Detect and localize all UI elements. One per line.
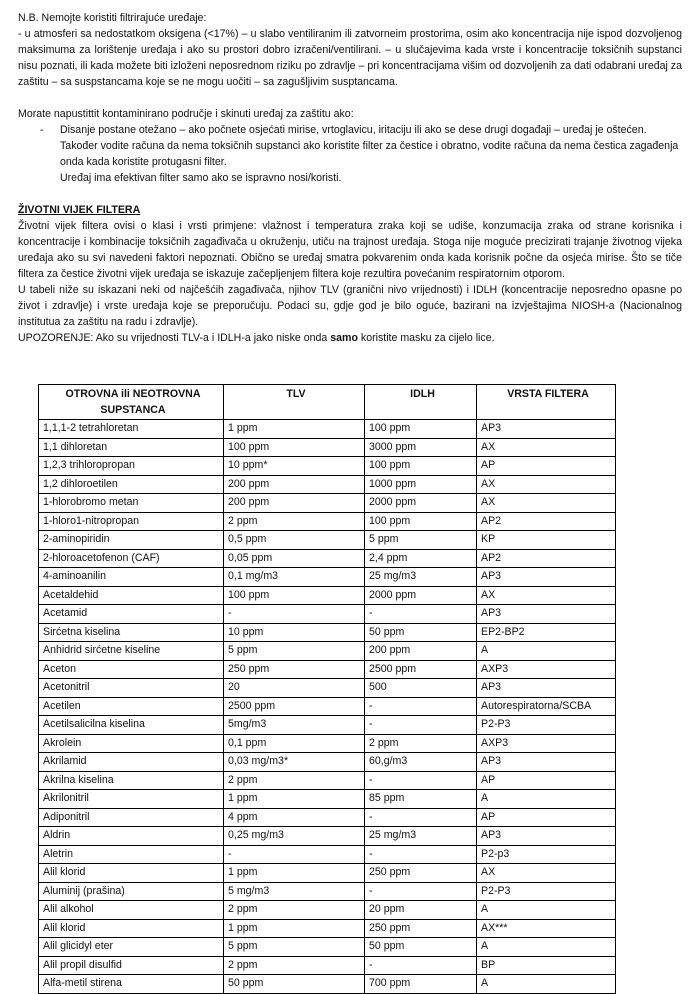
cell-tlv: 1 ppm [224, 919, 365, 938]
cell-filter-type: AP2 [477, 549, 616, 568]
warning-text: UPOZORENJE: Ako su vrijednosti TLV-a i IDLH-a jako niske onda [18, 332, 331, 344]
cell-filter-type: P2-P3 [477, 716, 616, 735]
cell-substance: Aletrin [39, 845, 224, 864]
cell-filter-type: AP3 [477, 420, 616, 439]
cell-tlv: 0,25 mg/m3 [224, 827, 365, 846]
cell-tlv: 0,1 mg/m3 [224, 568, 365, 587]
cell-idlh: 2000 ppm [365, 494, 477, 513]
cell-substance: Sirćetna kiselina [39, 623, 224, 642]
cell-filter-type: EP2-BP2 [477, 623, 616, 642]
cell-tlv: 1 ppm [224, 864, 365, 883]
table-row [39, 956, 616, 975]
table-row [39, 882, 616, 901]
cell-tlv: 1 ppm [224, 420, 365, 439]
cell-filter-type: Autorespiratorna/SCBA [477, 697, 616, 716]
cell-tlv: 0,1 ppm [224, 734, 365, 753]
cell-substance: Akrilna kiselina [39, 771, 224, 790]
table-row [39, 512, 616, 531]
cell-filter-type: AP3 [477, 605, 616, 624]
cell-idlh: 85 ppm [365, 790, 477, 809]
cell-idlh: 25 mg/m3 [365, 827, 477, 846]
cell-tlv: 5 ppm [224, 642, 365, 661]
table-row [39, 438, 616, 457]
table-row [39, 531, 616, 550]
cell-filter-type: A [477, 901, 616, 920]
cell-tlv: 0,05 ppm [224, 549, 365, 568]
cell-tlv: 2 ppm [224, 956, 365, 975]
cell-idlh: 100 ppm [365, 457, 477, 476]
table-body [39, 420, 616, 994]
cell-tlv: 100 ppm [224, 586, 365, 605]
header-filter-type: VRSTA FILTERA [477, 385, 616, 420]
table-row [39, 586, 616, 605]
list-item: Uređaj ima efektivan filter samo ako se ispravno nosi/koristi. [60, 172, 342, 184]
header-substance: OTROVNA ili NEOTROVNA SUPSTANCA [39, 385, 224, 420]
nb-heading: N.B. Nemojte koristiti filtrirajuće uređaje: [18, 12, 207, 24]
table-row [39, 827, 616, 846]
cell-idlh: 3000 ppm [365, 438, 477, 457]
cell-idlh: 250 ppm [365, 919, 477, 938]
cell-filter-type: AX [477, 494, 616, 513]
cell-substance: Alil glicidyl eter [39, 938, 224, 957]
cell-tlv: 50 ppm [224, 975, 365, 994]
document-page [18, 10, 682, 346]
cell-filter-type: AP3 [477, 568, 616, 587]
cell-tlv: 4 ppm [224, 808, 365, 827]
cell-tlv: 2 ppm [224, 512, 365, 531]
nb-paragraph: - u atmosferi sa nedostatkom oksigena (<17%) – u slabo ventiliranim ili zatvorneim prostorima, osim ako koncentracija nije ispod dozvoljenog maksimuma za lorištenje uređaja i ako su prostori dobro izračeni/ventilirani. – u slučajevima kada vrste i koncentracije toksičnih supstanci nisu poznati, ili kada možete biti izloženi neposrednom riziku po zdravlje – pri koncentracijama višim od dozvoljenih za dati odabrani uređaj za zaštitu – sa suspstancama koje se ne mogu uočiti – sa zagušljivim susptancama. [18, 28, 682, 88]
table-row [39, 790, 616, 809]
table-row [39, 845, 616, 864]
cell-substance: 1,2 dihloroetilen [39, 475, 224, 494]
cell-filter-type: AP3 [477, 679, 616, 698]
cell-idlh: 100 ppm [365, 420, 477, 439]
cell-substance: Aldrin [39, 827, 224, 846]
cell-filter-type: P2-p3 [477, 845, 616, 864]
cell-idlh: 200 ppm [365, 642, 477, 661]
cell-substance: 2-hloroacetofenon (CAF) [39, 549, 224, 568]
cell-filter-type: A [477, 790, 616, 809]
table-row [39, 771, 616, 790]
table-row [39, 660, 616, 679]
table-row [39, 475, 616, 494]
table-row [39, 420, 616, 439]
cell-tlv: 200 ppm [224, 494, 365, 513]
cell-idlh: 100 ppm [365, 512, 477, 531]
substances-table [38, 384, 616, 994]
list-item: Također vodite računa da nema toksičnih supstanci ako koristite filter za čestice i obratno, vodite računa da nema čestica zagađenja onda kada koristite protugasni filter. [60, 140, 679, 168]
cell-idlh: 60,g/m3 [365, 753, 477, 772]
cell-filter-type: AX [477, 864, 616, 883]
table-intro-paragraph: U tabeli niže su iskazani neki od najčešćih zagađivača, njihov TLV (granični nivo vrijednosti) i IDLH (koncentracije neposredno opasne po život i zdravlje) i vrste uređaja koje se preporučuju. Podaci su, gdje god je bilo ogućе, bazirani na izvještajima NIOSH-a (Nacionalnog institutua za zaštitu na radu i zdravlje). [18, 284, 682, 328]
cell-tlv: 0,5 ppm [224, 531, 365, 550]
table-row [39, 549, 616, 568]
cell-tlv: 100 ppm [224, 438, 365, 457]
cell-tlv: 2 ppm [224, 771, 365, 790]
table-row [39, 938, 616, 957]
cell-substance: 4-aminoanilin [39, 568, 224, 587]
cell-idlh: 50 ppm [365, 623, 477, 642]
cell-substance: Acetamid [39, 605, 224, 624]
cell-substance: Anhidrid sirćetne kiseline [39, 642, 224, 661]
cell-idlh: - [365, 771, 477, 790]
warning-emphasis: samo [330, 332, 358, 344]
cell-tlv: 5mg/m3 [224, 716, 365, 735]
warning-paragraph [18, 330, 682, 346]
table-row [39, 679, 616, 698]
cell-filter-type: A [477, 938, 616, 957]
table-row [39, 753, 616, 772]
cell-tlv: 10 ppm [224, 623, 365, 642]
cell-idlh: - [365, 716, 477, 735]
cell-substance: Aluminij (prašina) [39, 882, 224, 901]
cell-filter-type: AXP3 [477, 734, 616, 753]
cell-filter-type: KP [477, 531, 616, 550]
table-row [39, 716, 616, 735]
cell-tlv: 2 ppm [224, 901, 365, 920]
table-row [39, 901, 616, 920]
cell-substance: Acetonitril [39, 679, 224, 698]
cell-filter-type: AX [477, 475, 616, 494]
cell-filter-type: AP3 [477, 827, 616, 846]
cell-substance: 1-hloro1-nitropropan [39, 512, 224, 531]
table-row [39, 457, 616, 476]
cell-filter-type: AP [477, 771, 616, 790]
cell-idlh: 5 ppm [365, 531, 477, 550]
cell-tlv: 1 ppm [224, 790, 365, 809]
cell-idlh: 500 [365, 679, 477, 698]
table-row [39, 864, 616, 883]
conditions-list [18, 122, 682, 186]
header-tlv: TLV [224, 385, 365, 420]
cell-idlh: - [365, 697, 477, 716]
cell-idlh: 25 mg/m3 [365, 568, 477, 587]
lifetime-paragraph: Životni vijek filtera ovisi o klasi i vrsti primjene: vlažnost i temperatura zraka koji se udiše, konzumacija zraka od strane korisnika i koncentracije i kombinacije toksičnih zagađivača u okruženju, utiču na trajnost uređaja. Stoga nije moguće precizirati trajanje životnog vijeka uređaja ako su svi navedeni faktori nepoznati. Obično se uređaj smatra pokvarenim onda kada korisnik počne da osjeća mirise. Što se tiče filtera za čestice životni vijek uređaja se iskazuje začepljenjem filtera koje rezultira povećanim respiratornim otporom. [18, 220, 682, 280]
cell-substance: 1,1,1-2 tetrahloretan [39, 420, 224, 439]
cell-tlv: 10 ppm* [224, 457, 365, 476]
cell-substance: Acetilsalicilna kiselina [39, 716, 224, 735]
cell-tlv: 0,03 mg/m3* [224, 753, 365, 772]
cell-substance: Acetaldehid [39, 586, 224, 605]
table-row [39, 494, 616, 513]
cell-filter-type: AP3 [477, 753, 616, 772]
cell-filter-type: AX*** [477, 919, 616, 938]
cell-substance: Aceton [39, 660, 224, 679]
list-item: Disanje postane otežano – ako počnete osjećati mirise, vrtoglavicu, iritaciju ili ako se dese drugi događaji – uređaj je oštećen. [60, 124, 647, 136]
cell-idlh: 20 ppm [365, 901, 477, 920]
cell-substance: Alil klorid [39, 864, 224, 883]
cell-filter-type: AP2 [477, 512, 616, 531]
table-row [39, 568, 616, 587]
header-idlh: IDLH [365, 385, 477, 420]
list-dash: - [40, 124, 44, 136]
table-row [39, 919, 616, 938]
cell-substance: Akrilamid [39, 753, 224, 772]
cell-substance: 1,2,3 trihloropropan [39, 457, 224, 476]
cell-idlh: 700 ppm [365, 975, 477, 994]
table-header-row [39, 385, 616, 420]
table-row [39, 975, 616, 994]
table-row [39, 642, 616, 661]
cell-filter-type: P2-P3 [477, 882, 616, 901]
cell-idlh: - [365, 808, 477, 827]
section-title: ŽIVOTNI VIJEK FILTERA [18, 204, 141, 216]
cell-filter-type: AP [477, 457, 616, 476]
cell-idlh: 2500 ppm [365, 660, 477, 679]
cell-filter-type: A [477, 975, 616, 994]
cell-tlv: 200 ppm [224, 475, 365, 494]
cell-tlv: 5 ppm [224, 938, 365, 957]
cell-idlh: 250 ppm [365, 864, 477, 883]
table-row [39, 734, 616, 753]
cell-idlh: - [365, 845, 477, 864]
cell-tlv: 2500 ppm [224, 697, 365, 716]
leave-area-paragraph: Morate napustittit kontaminirano područje i skinuti uređaj za zaštitu ako: [18, 108, 354, 120]
cell-filter-type: AX [477, 438, 616, 457]
cell-filter-type: AX [477, 586, 616, 605]
cell-substance: 1,1 dihloretan [39, 438, 224, 457]
cell-substance: 1-hlorobromo metan [39, 494, 224, 513]
cell-filter-type: AXP3 [477, 660, 616, 679]
cell-substance: Akrolein [39, 734, 224, 753]
cell-idlh: - [365, 605, 477, 624]
table-row [39, 808, 616, 827]
cell-substance: Alfa-metil stirena [39, 975, 224, 994]
cell-idlh: 50 ppm [365, 938, 477, 957]
cell-idlh: - [365, 882, 477, 901]
cell-tlv: - [224, 605, 365, 624]
cell-substance: Alil klorid [39, 919, 224, 938]
cell-tlv: 5 mg/m3 [224, 882, 365, 901]
cell-idlh: 1000 ppm [365, 475, 477, 494]
cell-tlv: - [224, 845, 365, 864]
cell-idlh: 2,4 ppm [365, 549, 477, 568]
warning-text-end: koristite masku za cijelo lice. [357, 332, 495, 344]
cell-filter-type: AP [477, 808, 616, 827]
cell-idlh: 2 ppm [365, 734, 477, 753]
cell-tlv: 250 ppm [224, 660, 365, 679]
cell-filter-type: A [477, 642, 616, 661]
cell-substance: Akrilonitril [39, 790, 224, 809]
cell-tlv: 20 [224, 679, 365, 698]
table-row [39, 623, 616, 642]
cell-substance: 2-aminopiridin [39, 531, 224, 550]
cell-substance: Acetilen [39, 697, 224, 716]
cell-substance: Adiponitril [39, 808, 224, 827]
cell-filter-type: BP [477, 956, 616, 975]
cell-idlh: 2000 ppm [365, 586, 477, 605]
table-row [39, 697, 616, 716]
cell-idlh: - [365, 956, 477, 975]
cell-substance: Alil propil disulfid [39, 956, 224, 975]
table-row [39, 605, 616, 624]
cell-substance: Alil alkohol [39, 901, 224, 920]
